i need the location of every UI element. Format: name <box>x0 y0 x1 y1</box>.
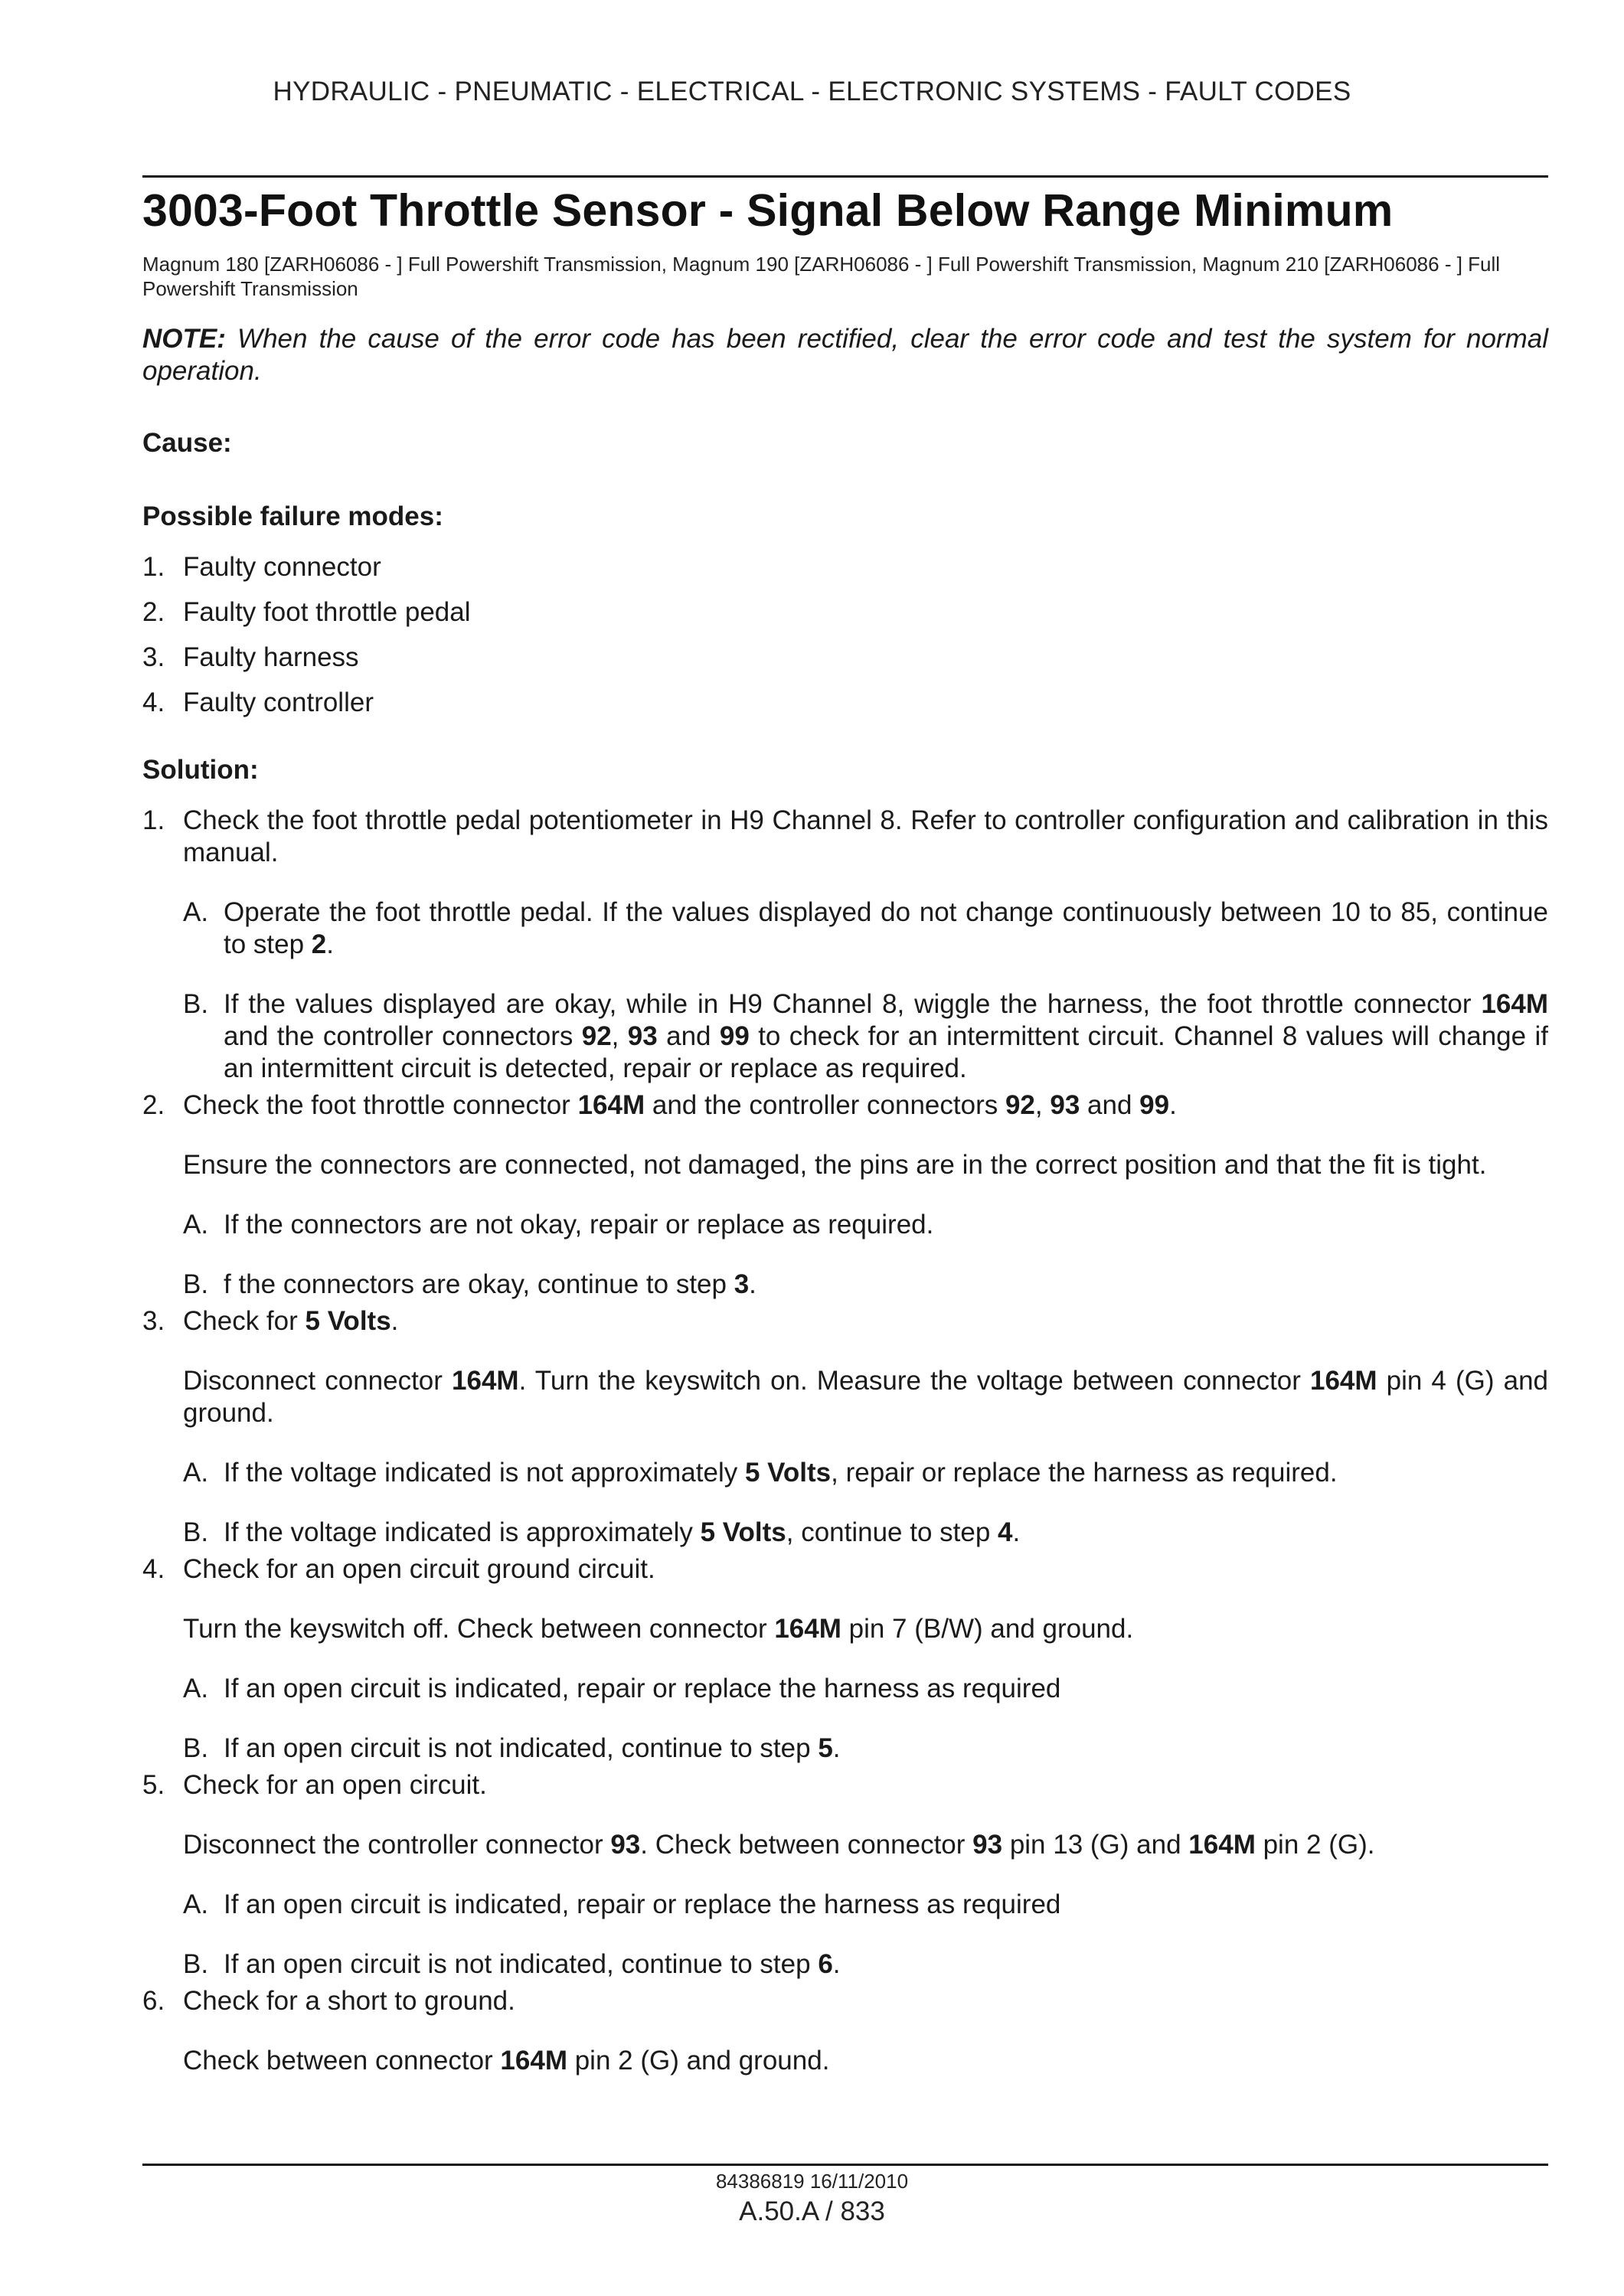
sub-step-text <box>224 1733 1548 1765</box>
sub-text: If the connectors are not okay, repair or replace as required. <box>224 1210 934 1239</box>
step-text: and the controller connectors <box>645 1090 1005 1120</box>
sub-text: If an open circuit is indicated, repair or replace the harness as required <box>224 1889 1061 1919</box>
header-rule <box>142 175 1548 178</box>
step-body <box>183 1769 1548 1981</box>
sub-bold-term: 6 <box>818 1949 833 1979</box>
sub-bold-term: 92 <box>581 1021 612 1051</box>
sub-step-letter: B. <box>183 989 209 1019</box>
sub-step-text <box>224 1673 1548 1705</box>
sub-text: . <box>1012 1517 1021 1547</box>
sub-text: If the voltage indicated is approximately <box>224 1517 701 1547</box>
step-number: 1. <box>142 805 165 835</box>
sub-steps <box>183 1889 1548 1981</box>
step-text: . <box>390 1306 399 1336</box>
step-instruction <box>183 805 1548 869</box>
page-content <box>142 180 1548 2077</box>
detail-text: pin 4 (G) and ground. <box>183 1366 1549 1428</box>
detail-bold-term: 164M <box>500 2046 567 2076</box>
note-text: When the cause of the error code has been rectified, clear the error code and test the system for normal operation. <box>142 324 1548 386</box>
failure-mode-item <box>142 687 1548 719</box>
list-number: 3. <box>142 642 165 672</box>
sub-text: f the connectors are okay, continue to step <box>224 1269 734 1299</box>
sub-text: If the values displayed are okay, while in H9 Channel 8, wiggle the harness, the foot throttle connector <box>224 989 1482 1019</box>
sub-bold-term: 164M <box>1481 989 1548 1019</box>
list-number: 2. <box>142 597 165 627</box>
sub-text: . <box>749 1269 756 1299</box>
failure-mode-text: Faulty harness <box>183 642 359 672</box>
sub-text: . <box>832 1733 841 1763</box>
step-text: Check the foot throttle connector <box>183 1090 578 1120</box>
detail-bold-term: 93 <box>972 1830 1003 1860</box>
sub-bold-term: 5 <box>818 1733 833 1763</box>
detail-text: Disconnect the controller connector <box>183 1830 611 1860</box>
sub-text: , repair or replace the harness as required. <box>831 1458 1338 1488</box>
sub-step-letter: A. <box>183 1458 209 1488</box>
sub-step-text <box>224 1889 1548 1921</box>
applies-to: Magnum 180 [ZARH06086 - ] Full Powershift Transmission, Magnum 190 [ZARH06086 - ] Full Powershift Transmission, Magnum 210 [ZARH06086 - ] Full Powershift Transmission <box>142 253 1501 300</box>
sub-steps <box>183 897 1548 1085</box>
sub-text: Operate the foot throttle pedal. If the values displayed do not change continuously between 10 to 85, continue to step <box>224 897 1548 959</box>
sub-bold-term: 3 <box>734 1269 750 1299</box>
detail-text: pin 2 (G) and ground. <box>567 2046 830 2076</box>
sub-steps <box>183 1209 1548 1301</box>
note-label: NOTE: <box>142 324 226 354</box>
step-number: 3. <box>142 1306 165 1336</box>
note <box>142 323 1548 387</box>
sub-steps <box>183 1673 1548 1765</box>
failure-modes-heading: Possible failure modes: <box>142 501 443 531</box>
detail-bold-term: 93 <box>610 1830 641 1860</box>
step-instruction <box>183 1305 1548 1337</box>
step-text: Check the foot throttle pedal potentiometer in H9 Channel 8. Refer to controller configuration and calibration in this manual. <box>183 805 1548 867</box>
sub-step <box>183 1889 1548 1921</box>
detail-bold-term: 164M <box>1188 1830 1256 1860</box>
page-title: 3003-Foot Throttle Sensor - Signal Below Range Minimum <box>142 185 1394 236</box>
sub-step-letter: B. <box>183 1269 209 1299</box>
solution-step <box>142 1553 1548 1765</box>
sub-text: . <box>326 929 334 959</box>
sub-step <box>183 1209 1548 1241</box>
solution-step <box>142 1305 1548 1549</box>
step-number: 5. <box>142 1770 165 1800</box>
sub-step-text <box>224 1209 1548 1241</box>
detail-bold-term: 164M <box>1309 1366 1377 1396</box>
list-number: 4. <box>142 687 165 717</box>
detail-text: Ensure the connectors are connected, not damaged, the pins are in the correct position and that the fit is tight. <box>183 1150 1487 1180</box>
sub-step-letter: B. <box>183 1733 209 1763</box>
step-detail <box>183 1365 1548 1429</box>
sub-step-letter: B. <box>183 1517 209 1547</box>
detail-text: pin 13 (G) and <box>1002 1830 1189 1860</box>
sub-step <box>183 1733 1548 1765</box>
sub-step-letter: A. <box>183 1210 209 1239</box>
sub-bold-term: 93 <box>627 1021 658 1051</box>
document-code: 84386819 16/11/2010 <box>715 2170 909 2193</box>
sub-text: and the controller connectors <box>224 1021 582 1051</box>
list-number: 1. <box>142 552 165 582</box>
running-header: HYDRAULIC - PNEUMATIC - ELECTRICAL - ELECTRONIC SYSTEMS - FAULT CODES <box>273 77 1351 106</box>
sub-step <box>183 988 1548 1085</box>
step-text: Check for an open circuit. <box>183 1770 487 1800</box>
step-instruction <box>183 1089 1548 1122</box>
step-text: Check for an open circuit ground circuit. <box>183 1554 655 1584</box>
step-number: 6. <box>142 1986 165 2016</box>
sub-step-letter: A. <box>183 897 209 927</box>
step-instruction <box>183 1769 1548 1801</box>
step-detail <box>183 1613 1548 1645</box>
sub-text: If an open circuit is indicated, repair or replace the harness as required <box>224 1674 1061 1703</box>
failure-mode-item <box>142 551 1548 583</box>
detail-text: . Check between connector <box>640 1830 973 1860</box>
sub-step-text <box>224 1517 1548 1549</box>
sub-steps <box>183 1457 1548 1549</box>
failure-modes-list <box>142 551 1548 719</box>
detail-bold-term: 164M <box>452 1366 519 1396</box>
detail-text: pin 2 (G). <box>1255 1830 1375 1860</box>
step-text: and <box>1080 1090 1140 1120</box>
solution-step <box>142 805 1548 1085</box>
failure-mode-text: Faulty controller <box>183 687 374 717</box>
step-body <box>183 1553 1548 1765</box>
sub-text: and <box>657 1021 720 1051</box>
failure-mode-item <box>142 596 1548 629</box>
step-instruction <box>183 1985 1548 2017</box>
sub-step-text <box>224 988 1548 1085</box>
step-body <box>183 1089 1548 1301</box>
sub-text: If the voltage indicated is not approximately <box>224 1458 745 1488</box>
sub-step <box>183 1457 1548 1489</box>
solution-heading: Solution: <box>142 755 259 785</box>
sub-bold-term: 2 <box>311 929 327 959</box>
step-bold-term: 164M <box>577 1090 645 1120</box>
sub-step <box>183 897 1548 961</box>
sub-step-letter: B. <box>183 1949 209 1979</box>
step-body <box>183 1305 1548 1549</box>
solution-steps <box>142 805 1548 2077</box>
failure-mode-text: Faulty foot throttle pedal <box>183 597 471 627</box>
sub-bold-term: 5 Volts <box>744 1458 832 1488</box>
sub-step <box>183 1673 1548 1705</box>
step-bold-term: 93 <box>1050 1090 1080 1120</box>
sub-step-text <box>224 1457 1548 1489</box>
sub-text: If an open circuit is not indicated, continue to step <box>224 1733 819 1763</box>
sub-step <box>183 1269 1548 1301</box>
solution-step <box>142 1769 1548 1981</box>
sub-text: to check for an intermittent circuit. Channel 8 values will change if an intermittent circuit is detected, repair or replace as required. <box>224 1021 1548 1083</box>
sub-bold-term: 5 Volts <box>700 1517 786 1547</box>
step-detail <box>183 1149 1548 1181</box>
failure-mode-text: Faulty connector <box>183 552 381 582</box>
detail-text: pin 7 (B/W) and ground. <box>841 1614 1134 1644</box>
sub-text: , continue to step <box>786 1517 998 1547</box>
sub-bold-term: 4 <box>998 1517 1013 1547</box>
sub-step <box>183 1948 1548 1981</box>
step-instruction <box>183 1553 1548 1586</box>
solution-step <box>142 1089 1548 1301</box>
page-number: A.50.A / 833 <box>739 2196 885 2226</box>
detail-text: Check between connector <box>183 2046 501 2076</box>
step-detail <box>183 1829 1548 1861</box>
sub-step-letter: A. <box>183 1674 209 1703</box>
sub-text: If an open circuit is not indicated, continue to step <box>224 1949 819 1979</box>
step-text: Check for <box>183 1306 306 1336</box>
solution-step <box>142 1985 1548 2077</box>
step-text: Check for a short to ground. <box>183 1986 515 2016</box>
failure-mode-item <box>142 642 1548 674</box>
footer-rule <box>142 2164 1548 2166</box>
step-number: 4. <box>142 1554 165 1584</box>
step-bold-term: 99 <box>1139 1090 1170 1120</box>
detail-text: Turn the keyswitch off. Check between connector <box>183 1614 775 1644</box>
step-body <box>183 1985 1548 2077</box>
detail-bold-term: 164M <box>774 1614 841 1644</box>
sub-text: . <box>832 1949 841 1979</box>
sub-bold-term: 99 <box>719 1021 750 1051</box>
cause-heading: Cause: <box>142 428 232 458</box>
sub-step-text <box>224 1269 1548 1301</box>
step-detail <box>183 2045 1548 2077</box>
sub-step <box>183 1517 1548 1549</box>
step-text: , <box>1034 1090 1051 1120</box>
detail-text: . Turn the keyswitch on. Measure the voltage between connector <box>518 1366 1310 1396</box>
sub-step-text <box>224 1948 1548 1981</box>
sub-text: , <box>611 1021 628 1051</box>
detail-text: Disconnect connector <box>183 1366 453 1396</box>
step-body <box>183 805 1548 1085</box>
sub-step-letter: A. <box>183 1889 209 1919</box>
step-bold-term: 5 Volts <box>305 1306 391 1336</box>
step-bold-term: 92 <box>1005 1090 1035 1120</box>
step-text: . <box>1169 1090 1177 1120</box>
step-number: 2. <box>142 1090 165 1120</box>
sub-step-text <box>224 897 1548 961</box>
